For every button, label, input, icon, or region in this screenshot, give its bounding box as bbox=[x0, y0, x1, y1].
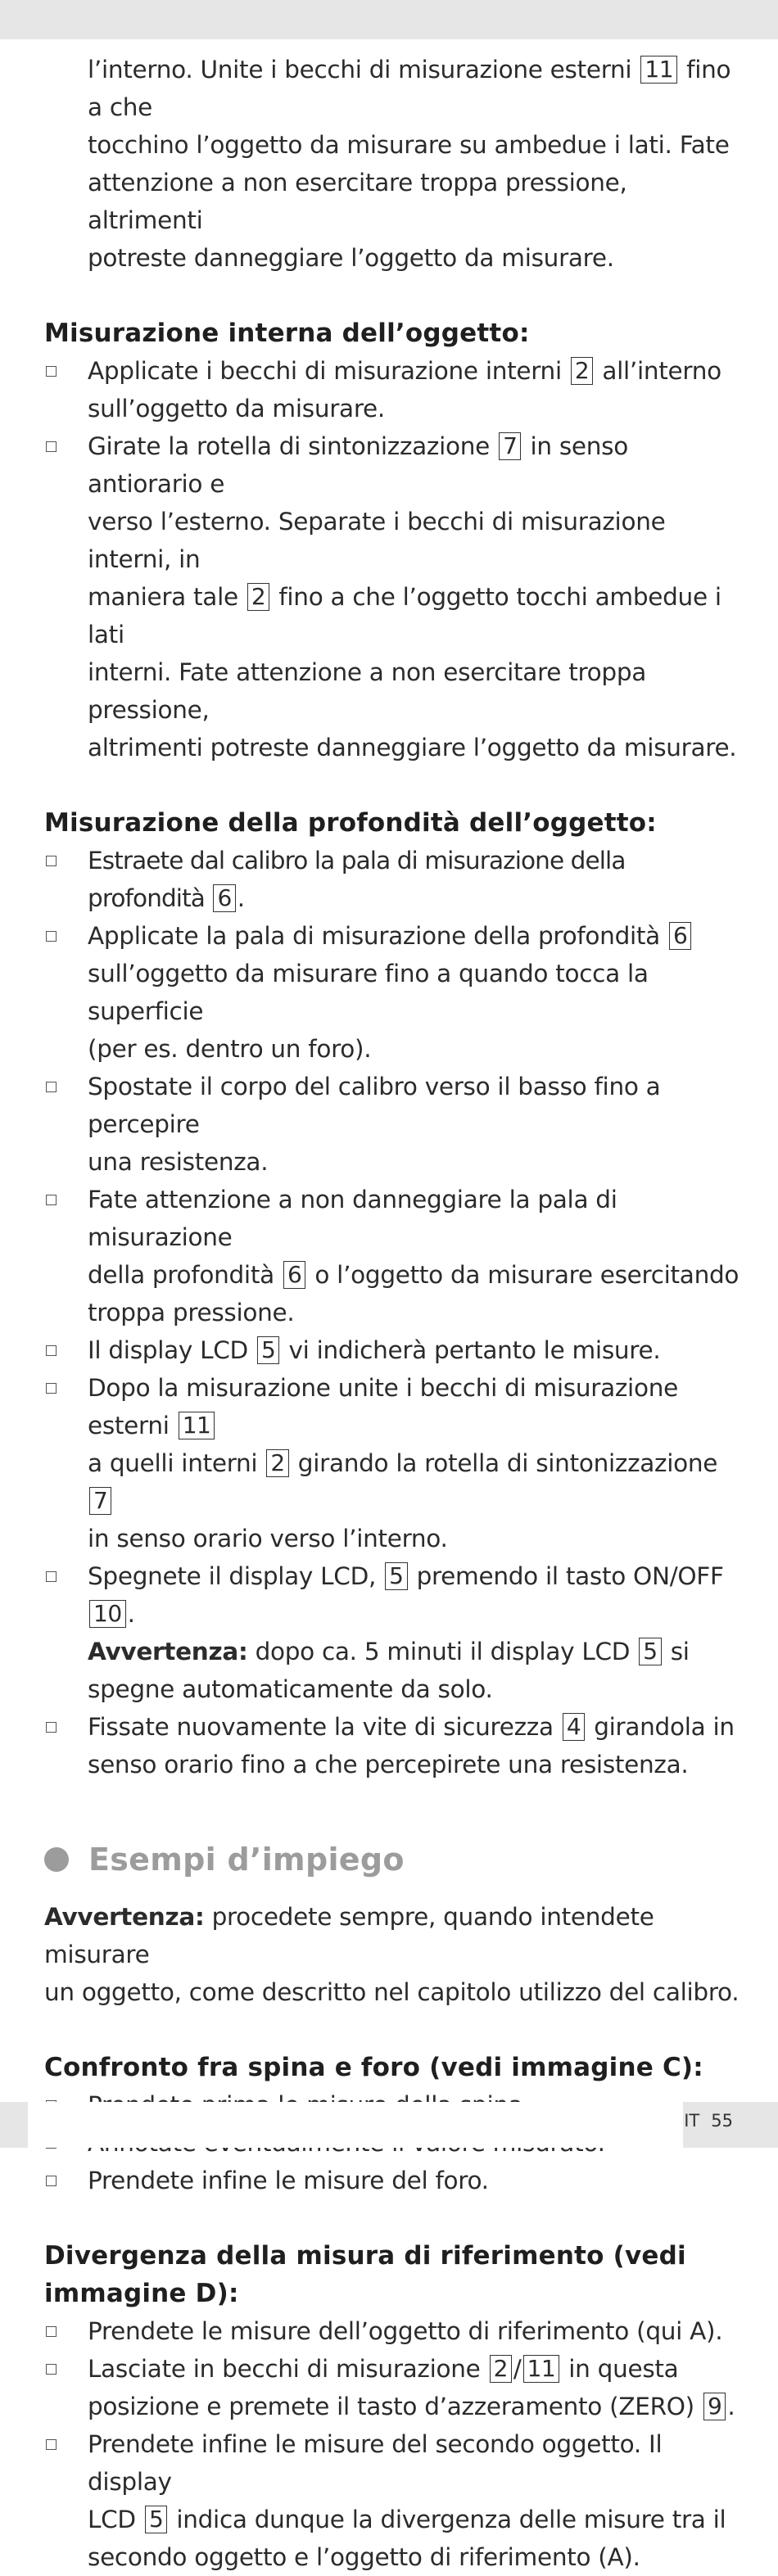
ref-box: 9 bbox=[703, 2393, 726, 2420]
ref-box: 5 bbox=[639, 1638, 661, 1665]
checkbox-bullet-icon bbox=[46, 441, 57, 452]
page-footer bbox=[672, 2111, 733, 2131]
checkbox-bullet-icon bbox=[46, 2326, 57, 2337]
list-item: Dopo la misurazione unite i becchi di misurazione esterni 11 a quelli interni 2 girando la rotella di sintonizzazione 7 in senso orario verso l’interno. bbox=[44, 1369, 740, 1557]
checkbox-bullet-icon bbox=[46, 2439, 57, 2450]
heading-compare: Confronto fra spina e foro (vedi immagine C): bbox=[44, 2053, 703, 2082]
list-item: Applicate i becchi di misurazione interni 2 all’interno sull’oggetto da misurare. bbox=[44, 352, 740, 427]
top-band bbox=[0, 0, 778, 39]
ref-box: 2 bbox=[247, 583, 269, 611]
page-number: 55 bbox=[711, 2111, 733, 2131]
checkbox-bullet-icon bbox=[46, 2176, 57, 2186]
intro-line: fino a che bbox=[88, 56, 731, 121]
deviation-list bbox=[44, 2312, 740, 2576]
heading-internal: Misurazione interna dell’oggetto: bbox=[44, 319, 530, 348]
examples-note: Avvertenza: procedete sempre, quando intendete misurare un oggetto, come descritto nel capitolo utilizzo del calibro. bbox=[44, 1903, 740, 2006]
ref-box: 2 bbox=[571, 357, 593, 385]
list-item: Lasciate in becchi di misurazione 2 / 11 in questa posizione e premete il tasto d’azzeramento (ZERO) 9 . bbox=[44, 2350, 740, 2425]
checkbox-bullet-icon bbox=[46, 931, 57, 942]
bullet-dot-icon bbox=[44, 1847, 69, 1872]
checkbox-bullet-icon bbox=[46, 1722, 57, 1733]
ref-box: 2 bbox=[266, 1449, 288, 1477]
checkbox-bullet-icon bbox=[46, 366, 57, 377]
ref-box: 11 bbox=[640, 56, 677, 84]
ref-box: 5 bbox=[385, 1562, 407, 1590]
checkbox-bullet-icon bbox=[46, 1195, 57, 1205]
ref-box: 6 bbox=[669, 922, 691, 950]
ref-box: 11 bbox=[179, 1412, 215, 1439]
list-item: Girate la rotella di sintonizzazione 7 in senso antiorario e verso l’esterno. Separate i becchi di misurazione interni, in maniera tale 2 fino a che l’oggetto tocchi ambedue i lati interni. Fate attenzione a non esercitare troppa pressione, altrimenti potreste danneggiare l’oggetto da misurare. bbox=[44, 427, 740, 766]
heading-depth: Misurazione della profondità dell’oggetto: bbox=[44, 808, 657, 838]
checkbox-bullet-icon bbox=[46, 1571, 57, 1582]
page-content bbox=[44, 51, 740, 2576]
ref-box: 6 bbox=[213, 884, 235, 912]
ref-box: 5 bbox=[145, 2506, 167, 2533]
list-item: Estraete dal calibro la pala di misurazione della profondità 6 . bbox=[44, 842, 740, 917]
checkbox-bullet-icon bbox=[46, 2364, 57, 2375]
checkbox-bullet-icon bbox=[46, 856, 57, 866]
depth-list bbox=[44, 842, 740, 1783]
ref-box: 11 bbox=[523, 2355, 560, 2383]
list-item: Applicate la pala di misurazione della profondità 6 sull’oggetto da misurare fino a quando tocca la superficie (per es. dentro un foro). bbox=[44, 917, 740, 1068]
list-item: Prendete le misure dell’oggetto di riferimento (qui A). bbox=[44, 2312, 740, 2350]
list-item: Il display LCD 5 vi indicherà pertanto le misure. bbox=[44, 1331, 740, 1369]
ref-box: 6 bbox=[283, 1261, 305, 1289]
note-label: Avvertenza: bbox=[44, 1903, 205, 1931]
heading-deviation-cont: immagine D): bbox=[44, 2279, 239, 2308]
intro-paragraph bbox=[44, 51, 740, 277]
intro-line: attenzione a non esercitare troppa pressione, altrimenti bbox=[88, 169, 627, 234]
section-header bbox=[44, 1831, 740, 1888]
checkbox-bullet-icon bbox=[46, 1383, 57, 1394]
ref-box: 4 bbox=[563, 1713, 585, 1741]
internal-list bbox=[44, 352, 740, 766]
list-item: Spegnete il display LCD, 5 premendo il tasto ON/OFF 10 . Avvertenza: dopo ca. 5 minuti il display LCD 5 si spegne automaticamente da solo. bbox=[44, 1557, 740, 1708]
list-item: Prendete infine le misure del secondo oggetto. Il display LCD 5 indica dunque la divergenza delle misure tra il secondo oggetto e l’oggetto di riferimento (A). bbox=[44, 2425, 740, 2576]
ref-box: 5 bbox=[257, 1336, 279, 1364]
list-item: Fissate nuovamente la vite di sicurezza 4 girandola in senso orario fino a che percepirete una resistenza. bbox=[44, 1708, 740, 1783]
intro-line: potreste danneggiare l’oggetto da misurare. bbox=[88, 244, 614, 272]
list-item: Fate attenzione a non danneggiare la pala di misurazione della profondità 6 o l’oggetto da misurare esercitando troppa pressione. bbox=[44, 1181, 740, 1331]
checkbox-bullet-icon bbox=[46, 1345, 57, 1356]
section-title: Esempi d’impiego bbox=[88, 1842, 405, 1878]
ref-box: 2 bbox=[490, 2355, 512, 2383]
ref-box: 10 bbox=[89, 1600, 126, 1628]
checkbox-bullet-icon bbox=[46, 1082, 57, 1092]
list-item: Prendete infine le misure del foro. bbox=[44, 2162, 740, 2199]
ref-box: 7 bbox=[499, 432, 521, 460]
note-label: Avvertenza: bbox=[88, 1638, 248, 1665]
heading-deviation: Divergenza della misura di riferimento (vedi bbox=[44, 2241, 686, 2271]
footer-blank bbox=[28, 2102, 683, 2148]
ref-box: 7 bbox=[89, 1487, 111, 1515]
list-item: Spostate il corpo del calibro verso il basso fino a percepire una resistenza. bbox=[44, 1068, 740, 1181]
intro-line: l’interno. Unite i becchi di misurazione esterni bbox=[88, 56, 632, 84]
language-code: IT bbox=[684, 2111, 700, 2131]
intro-line: tocchino l’oggetto da misurare su ambedue i lati. Fate bbox=[88, 131, 730, 159]
